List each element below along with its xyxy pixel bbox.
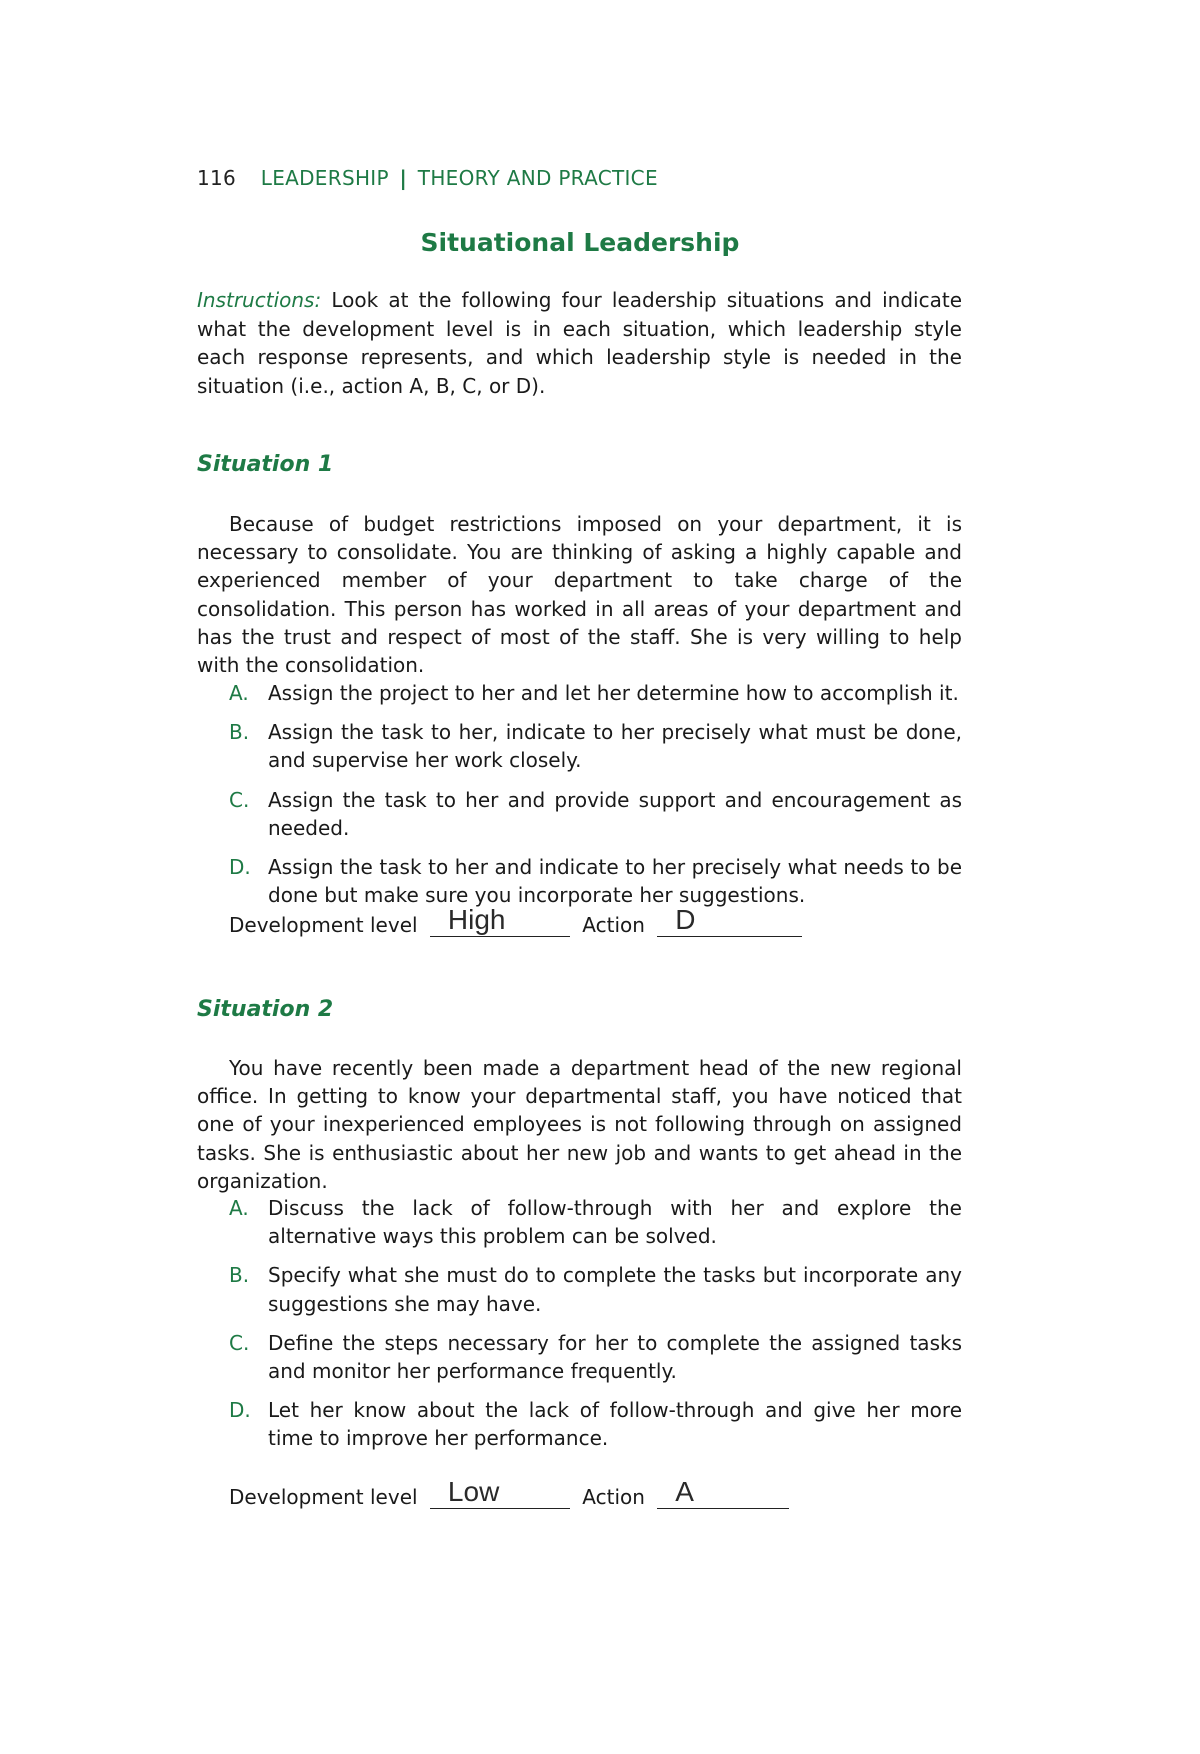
- development-level-answer: High: [447, 904, 506, 935]
- option-b: [197, 1261, 962, 1317]
- option-text: Define the steps necessary for her to complete the assigned tasks and monitor her performance frequently.: [268, 1330, 962, 1384]
- situation-2-description: You have recently been made a department head of the new regional office. In getting to know your departmental staff, you have noticed that one of your inexperienced employees is not following through on assigned tasks. She is enthusiastic about her new job and wants to get ahead in the organization.: [197, 1056, 962, 1193]
- instructions-text: Look at the following four leadership situations and indicate what the development level is in each situation, which leadership style each response represents, and which leadership style is needed in the situation (i.e., action A, B, C, or D).: [197, 288, 962, 398]
- instructions-label: Instructions:: [197, 288, 322, 312]
- situation-2-options: [197, 1194, 962, 1464]
- option-text: Let her know about the lack of follow-through and give her more time to improve her performance.: [268, 1398, 962, 1451]
- option-letter: B.: [229, 720, 250, 745]
- option-b: [197, 718, 962, 774]
- action-label: Action: [582, 913, 645, 937]
- development-level-field[interactable]: [430, 1476, 570, 1509]
- option-letter: A.: [229, 681, 249, 705]
- development-level-label: Development level: [229, 1485, 418, 1509]
- option-text: Discuss the lack of follow-through with her and explore the alternative ways this problem can be solved.: [268, 1196, 962, 1249]
- option-text: Assign the task to her, indicate to her precisely what must be done, and supervise her work closely.: [268, 720, 962, 773]
- book-title: LEADERSHIP: [260, 166, 389, 190]
- page-number: 116: [197, 166, 237, 190]
- situation-2-answers: [229, 1476, 795, 1509]
- option-letter: C.: [229, 1330, 250, 1355]
- development-level-field[interactable]: [430, 904, 570, 937]
- option-letter: B.: [229, 1263, 250, 1288]
- option-text: Assign the task to her and provide support and encouragement as needed.: [268, 787, 962, 840]
- option-text: Assign the task to her and indicate to her precisely what needs to be done but make sure you incorporate her suggestions.: [268, 855, 962, 908]
- option-letter: D.: [229, 855, 251, 880]
- action-label: Action: [582, 1485, 645, 1509]
- action-answer: D: [675, 904, 696, 935]
- option-a: [197, 679, 962, 707]
- header-separator: |: [399, 166, 408, 190]
- development-level-label: Development level: [229, 913, 418, 937]
- book-subtitle: THEORY AND PRACTICE: [417, 166, 658, 190]
- development-level-answer: Low: [447, 1476, 500, 1507]
- action-answer: A: [675, 1476, 694, 1507]
- situation-2-heading: Situation 2: [197, 997, 334, 1022]
- option-a: [197, 1194, 962, 1250]
- situation-1-description: Because of budget restrictions imposed on your department, it is necessary to consolidate. You are thinking of asking a highly capable and experienced member of your department to take charge of the consolidation. This person has worked in all areas of your department and has the trust and respect of most of the staff. She is very willing to help with the consolidation.: [197, 512, 962, 678]
- option-letter: C.: [229, 787, 250, 812]
- page-title: Situational Leadership: [420, 228, 740, 257]
- running-head: [197, 166, 658, 190]
- action-field[interactable]: [657, 904, 802, 937]
- option-d: [197, 853, 962, 909]
- option-c: [197, 1329, 962, 1385]
- situation-1-answers: [229, 904, 808, 937]
- situation-1-heading: Situation 1: [197, 452, 334, 477]
- option-d: [197, 1396, 962, 1452]
- instructions: [197, 286, 962, 400]
- option-letter: A.: [229, 1196, 249, 1220]
- situation-1-options: [197, 679, 962, 920]
- option-text: Assign the project to her and let her determine how to accomplish it.: [268, 681, 959, 705]
- option-letter: D.: [229, 1398, 251, 1423]
- option-text: Specify what she must do to complete the tasks but incorporate any suggestions she may have.: [268, 1263, 962, 1316]
- action-field[interactable]: [657, 1476, 789, 1509]
- option-c: [197, 786, 962, 842]
